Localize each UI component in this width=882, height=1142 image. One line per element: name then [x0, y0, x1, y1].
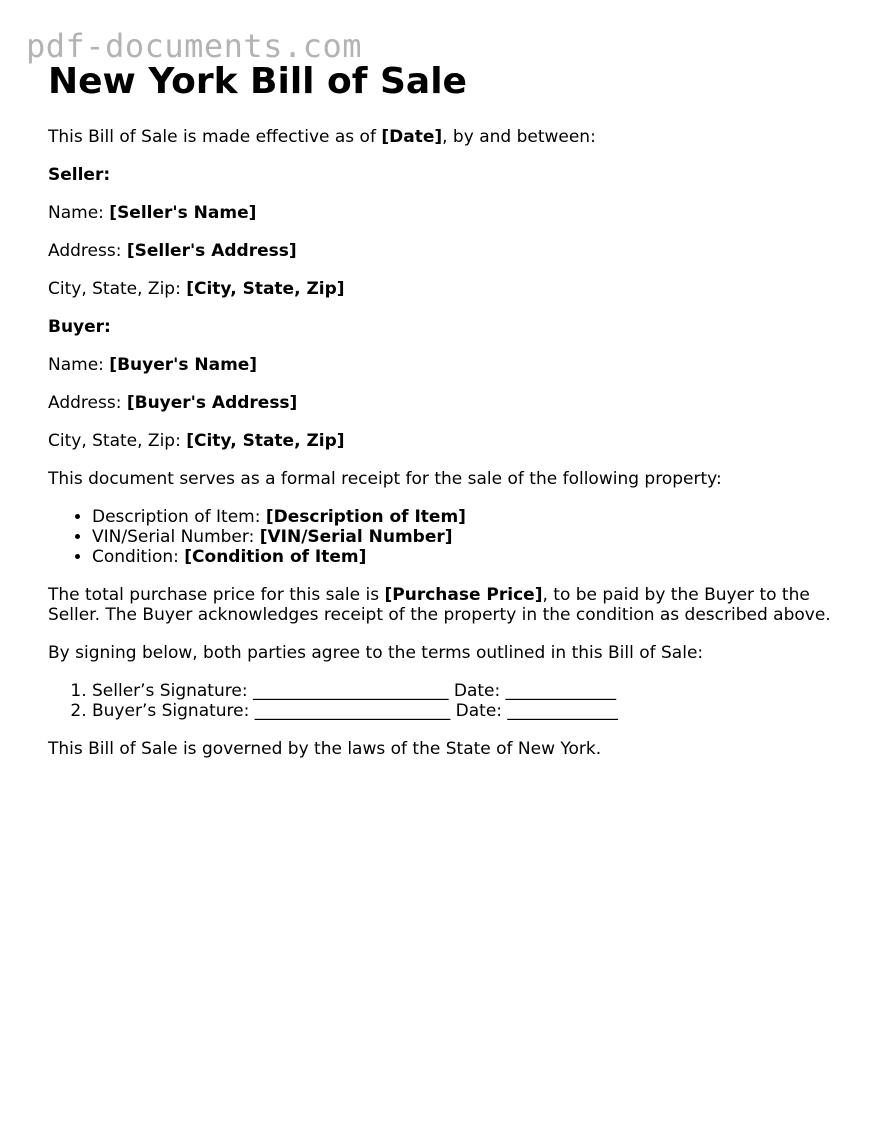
- effective-date-placeholder: [Date]: [381, 127, 443, 147]
- list-item: • Condition: [Condition of Item]: [92, 547, 838, 567]
- signing-intro: By signing below, both parties agree to the terms outlined in this Bill of Sale:: [48, 643, 704, 663]
- seller-name-line: Name: [Seller's Name]: [48, 203, 257, 223]
- buyer-signature-line: 2. Buyer’s Signature: _______________________ Date: _____________: [92, 701, 838, 721]
- seller-address-placeholder: [Seller's Address]: [126, 241, 297, 261]
- buyer-address-placeholder: [Buyer's Address]: [126, 393, 298, 413]
- signature-list: [48, 681, 838, 721]
- governing-law: This Bill of Sale is governed by the laws of the State of New York.: [48, 739, 602, 759]
- buyer-address-line: Address: [Buyer's Address]: [48, 393, 298, 413]
- intro-paragraph: [48, 127, 838, 147]
- purchase-price-placeholder: [Purchase Price]: [384, 585, 543, 605]
- buyer-name-line: Name: [Buyer's Name]: [48, 355, 258, 375]
- buyer-heading: Buyer:: [48, 317, 111, 337]
- buyer-name-placeholder: [Buyer's Name]: [109, 355, 258, 375]
- property-intro: This document serves as a formal receipt for the sale of the following property:: [48, 469, 722, 489]
- watermark: pdf-documents.com: [26, 27, 363, 65]
- seller-city-line: City, State, Zip: [City, State, Zip]: [48, 279, 345, 299]
- page-title: New York Bill of Sale: [48, 61, 467, 102]
- intro-prefix: This Bill of Sale is made effective as of: [48, 127, 382, 147]
- seller-address-line: Address: [Seller's Address]: [48, 241, 297, 261]
- property-list: [48, 507, 838, 567]
- seller-name-placeholder: [Seller's Name]: [109, 203, 257, 223]
- price-paragraph: The total purchase price for this sale is [Purchase Price], to be paid by the Buyer to the Seller. The Buyer acknowledges receipt of the property in the condition as described above.: [48, 585, 831, 625]
- list-item: • Description of Item: [Description of Item]: [92, 507, 838, 527]
- document-page: [48, 60, 838, 759]
- intro-suffix: , by and between:: [442, 127, 596, 147]
- seller-signature-line: 1. Seller’s Signature: _______________________ Date: _____________: [92, 681, 838, 701]
- buyer-city-placeholder: [City, State, Zip]: [186, 431, 345, 451]
- seller-heading: Seller:: [48, 165, 111, 185]
- list-item: • VIN/Serial Number: [VIN/Serial Number]: [92, 527, 838, 547]
- buyer-city-line: City, State, Zip: [City, State, Zip]: [48, 431, 345, 451]
- seller-city-placeholder: [City, State, Zip]: [186, 279, 345, 299]
